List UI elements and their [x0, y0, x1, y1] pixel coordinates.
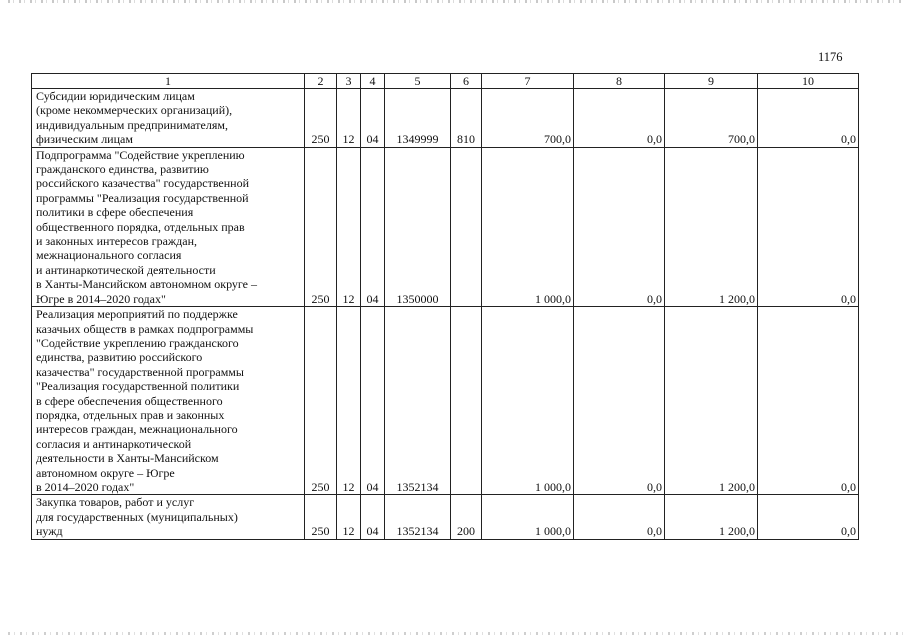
cell-col-9: 1 200,0 — [665, 147, 758, 306]
cell-col-7: 1 000,0 — [482, 495, 574, 539]
cell-col-9: 1 200,0 — [665, 495, 758, 539]
cell-col-5: 1350000 — [385, 147, 451, 306]
header-col-6: 6 — [451, 74, 482, 89]
header-col-9: 9 — [665, 74, 758, 89]
cell-col-3: 12 — [337, 307, 361, 495]
table-row — [32, 147, 859, 306]
cell-col-4: 04 — [361, 89, 385, 148]
scan-noise-bottom — [8, 632, 903, 635]
header-col-5: 5 — [385, 74, 451, 89]
table-header-row — [32, 74, 859, 89]
cell-col-7: 1 000,0 — [482, 147, 574, 306]
cell-col-2: 250 — [305, 307, 337, 495]
cell-col-10: 0,0 — [758, 495, 859, 539]
cell-col-2: 250 — [305, 89, 337, 148]
cell-col-6: 810 — [451, 89, 482, 148]
row-description: Реализация мероприятий по поддержке казачьих обществ в рамках подпрограммы "Содействие укреплению гражданского единства, развитию российского казачества" государственной программы "Реализация государственной политики в сфере обеспечения общественного порядка, отдельных прав и законных интересов граждан, межнационального согласия и антинаркотической деятельности в Ханты-Мансийском автономном округе – Югре в 2014–2020 годах" — [32, 307, 305, 495]
cell-col-8: 0,0 — [574, 307, 665, 495]
cell-col-5: 1352134 — [385, 307, 451, 495]
cell-col-5: 1352134 — [385, 495, 451, 539]
cell-col-7: 1 000,0 — [482, 307, 574, 495]
table-row — [32, 89, 859, 148]
cell-col-8: 0,0 — [574, 89, 665, 148]
cell-col-6 — [451, 147, 482, 306]
cell-col-10: 0,0 — [758, 89, 859, 148]
cell-col-7: 700,0 — [482, 89, 574, 148]
row-description: Подпрограмма "Содействие укреплению гражданского единства, развитию российского казачества" государственной программы "Реализация государственной политики в сфере обеспечения общественного порядка, отдельных прав и законных интересов граждан, межнационального согласия и антинаркотической деятельности в Ханты-Мансийском автономном округе – Югре в 2014–2020 годах" — [32, 147, 305, 306]
cell-col-9: 700,0 — [665, 89, 758, 148]
header-col-4: 4 — [361, 74, 385, 89]
table-row — [32, 307, 859, 495]
row-description: Субсидии юридическим лицам (кроме некоммерческих организаций), индивидуальным предпринимателям, физическим лицам — [32, 89, 305, 148]
cell-col-5: 1349999 — [385, 89, 451, 148]
cell-col-3: 12 — [337, 147, 361, 306]
cell-col-6: 200 — [451, 495, 482, 539]
cell-col-2: 250 — [305, 495, 337, 539]
header-col-8: 8 — [574, 74, 665, 89]
row-description: Закупка товаров, работ и услуг для государственных (муниципальных) нужд — [32, 495, 305, 539]
cell-col-3: 12 — [337, 89, 361, 148]
cell-col-8: 0,0 — [574, 495, 665, 539]
header-col-7: 7 — [482, 74, 574, 89]
header-col-1: 1 — [32, 74, 305, 89]
budget-table — [31, 73, 859, 540]
cell-col-9: 1 200,0 — [665, 307, 758, 495]
cell-col-3: 12 — [337, 495, 361, 539]
cell-col-2: 250 — [305, 147, 337, 306]
scan-noise-top — [8, 0, 903, 3]
cell-col-4: 04 — [361, 495, 385, 539]
cell-col-6 — [451, 307, 482, 495]
table-row — [32, 495, 859, 539]
cell-col-4: 04 — [361, 307, 385, 495]
header-col-2: 2 — [305, 74, 337, 89]
header-col-10: 10 — [758, 74, 859, 89]
page-number: 1176 — [818, 50, 843, 64]
cell-col-8: 0,0 — [574, 147, 665, 306]
cell-col-4: 04 — [361, 147, 385, 306]
cell-col-10: 0,0 — [758, 307, 859, 495]
cell-col-10: 0,0 — [758, 147, 859, 306]
header-col-3: 3 — [337, 74, 361, 89]
